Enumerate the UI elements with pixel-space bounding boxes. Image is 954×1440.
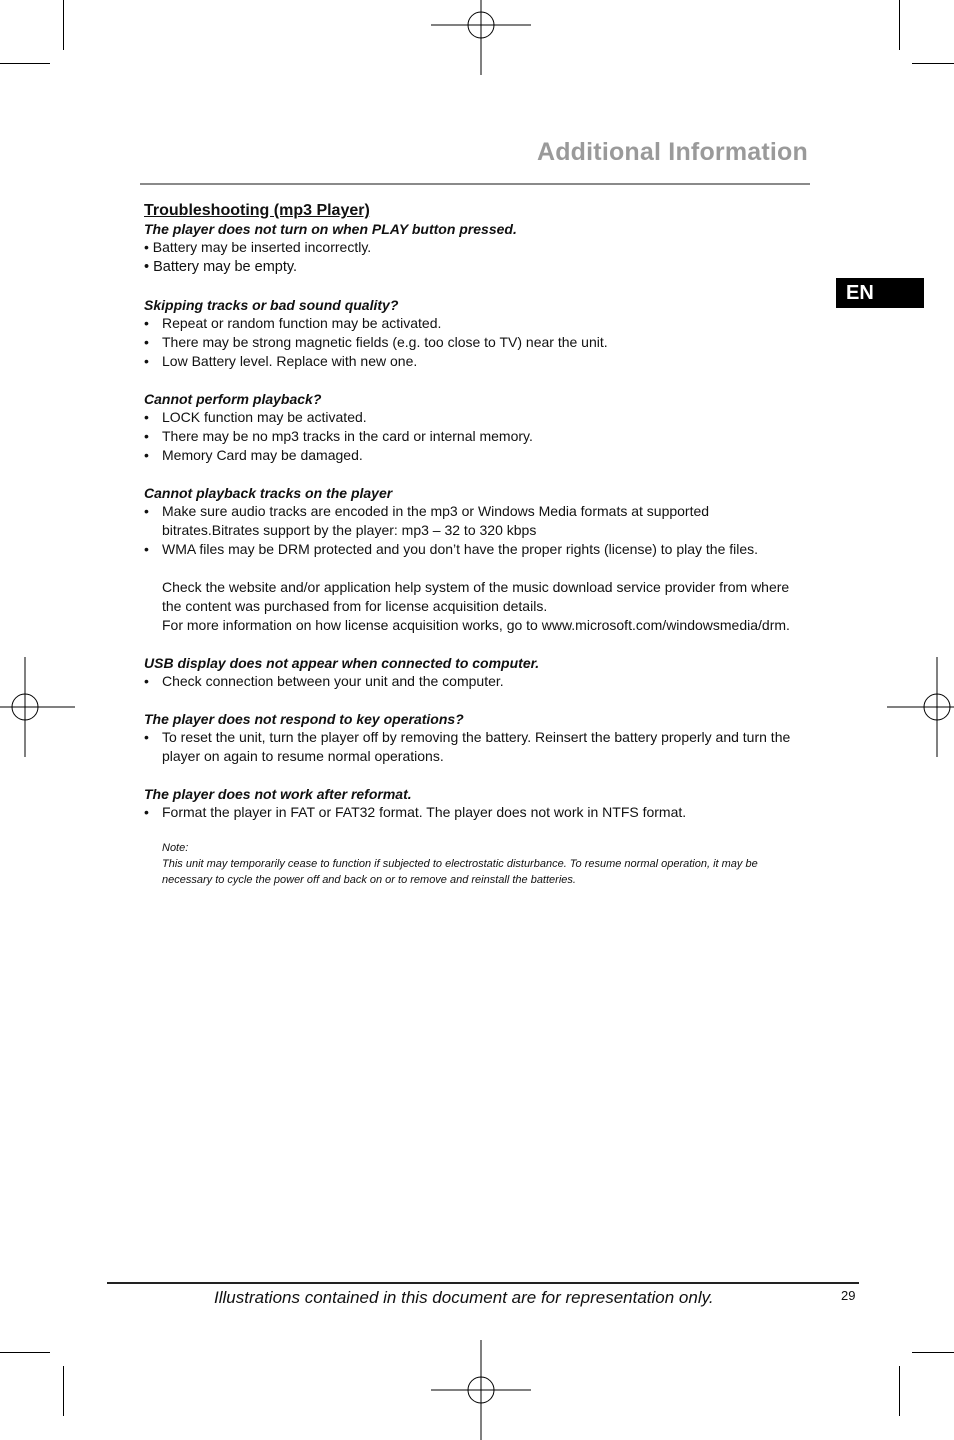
- question-heading: The player does not respond to key operations?: [144, 711, 464, 727]
- troubleshooting-block: [144, 785, 810, 822]
- list-item: [144, 672, 810, 691]
- question-heading: Cannot perform playback?: [144, 391, 322, 407]
- list-item-text: There may be strong magnetic fields (e.g. too close to TV) near the unit.: [162, 334, 608, 350]
- troubleshooting-block: [144, 710, 810, 766]
- list-item: [144, 352, 810, 371]
- bullet: •: [144, 409, 149, 425]
- crop-mark: [0, 63, 50, 64]
- list-item-text: LOCK function may be activated.: [162, 409, 367, 425]
- troubleshooting-block: [144, 390, 810, 465]
- footer-disclaimer: Illustrations contained in this document are for representation only.: [214, 1288, 714, 1307]
- list-item-text: Format the player in FAT or FAT32 format. The player does not work in NTFS format.: [162, 804, 687, 820]
- list-item: [144, 333, 810, 352]
- note-label: Note:: [162, 842, 189, 854]
- list-item: [144, 803, 810, 822]
- list-item: • Battery may be inserted incorrectly.: [144, 239, 372, 255]
- list-item-text: Make sure audio tracks are encoded in the mp3 or Windows Media formats at supported bitrates.Bitrates support by the player: mp3 – 32 to 320 kbps: [162, 503, 710, 538]
- troubleshooting-block: [144, 484, 810, 635]
- bullet: •: [144, 673, 149, 689]
- footer-divider: [107, 1282, 859, 1284]
- list-item-text: Check connection between your unit and the computer.: [162, 673, 504, 689]
- list-item: • Battery may be empty.: [144, 258, 298, 275]
- list-item: [144, 728, 810, 766]
- bullet: •: [144, 729, 149, 745]
- list-item-text: Memory Card may be damaged.: [162, 447, 363, 463]
- registration-mark-icon: [431, 1340, 531, 1440]
- page-number: 29: [841, 1288, 856, 1303]
- list-item-text: Repeat or random function may be activated.: [162, 315, 442, 331]
- troubleshooting-block: [144, 654, 810, 691]
- bullet: •: [144, 315, 149, 331]
- question-heading: USB display does not appear when connected to computer.: [144, 655, 540, 671]
- question-heading: Skipping tracks or bad sound quality?: [144, 297, 399, 313]
- crop-mark: [899, 1366, 900, 1416]
- section-heading: Troubleshooting (mp3 Player): [144, 202, 370, 219]
- note-text: This unit may temporarily cease to function if subjected to electrostatic disturbance. To resume normal operation, it may be necessary to cycle the power off and back on or to remove and reinstall the batteries.: [162, 858, 758, 886]
- paragraph: For more information on how license acquisition works, go to www.microsoft.com/windowsmedia/drm.: [162, 617, 790, 633]
- page-title: Additional Information: [536, 138, 808, 166]
- question-heading: The player does not work after reformat.: [144, 786, 412, 802]
- bullet: •: [144, 428, 149, 444]
- main-content: [144, 201, 810, 888]
- bullet: •: [144, 804, 149, 820]
- question-heading: The player does not turn on when PLAY button pressed.: [144, 221, 517, 237]
- crop-mark: [63, 1366, 64, 1416]
- crop-mark: [912, 63, 954, 64]
- crop-mark: [63, 0, 64, 50]
- bullet: •: [144, 447, 149, 463]
- list-item: [144, 502, 810, 540]
- troubleshooting-block: [144, 296, 810, 371]
- crop-mark: [912, 1352, 954, 1353]
- list-item: [144, 446, 810, 465]
- title-divider: [140, 183, 810, 185]
- bullet: •: [144, 334, 149, 350]
- bullet: •: [144, 353, 149, 369]
- paragraph: Check the website and/or application help system of the music download service provider from where the content was purchased from for license acquisition details.: [162, 579, 790, 614]
- registration-mark-icon: [0, 657, 75, 757]
- list-item: [144, 408, 810, 427]
- list-item-text: WMA files may be DRM protected and you don’t have the proper rights (license) to play the files.: [162, 541, 759, 557]
- list-item: [144, 427, 810, 446]
- language-tab: EN: [836, 278, 924, 308]
- crop-mark: [899, 0, 900, 50]
- registration-mark-icon: [887, 657, 954, 757]
- bullet: •: [144, 503, 149, 519]
- list-item: [144, 314, 810, 333]
- list-item: [144, 540, 810, 559]
- note: [144, 840, 810, 888]
- crop-mark: [0, 1352, 50, 1353]
- registration-mark-icon: [431, 0, 531, 75]
- list-item-text: To reset the unit, turn the player off by removing the battery. Reinsert the battery properly and turn the player on again to resume normal operations.: [162, 729, 791, 764]
- question-heading: Cannot playback tracks on the player: [144, 485, 393, 501]
- list-item-text: Low Battery level. Replace with new one.: [162, 353, 418, 369]
- bullet: •: [144, 541, 149, 557]
- list-item-text: There may be no mp3 tracks in the card or internal memory.: [162, 428, 533, 444]
